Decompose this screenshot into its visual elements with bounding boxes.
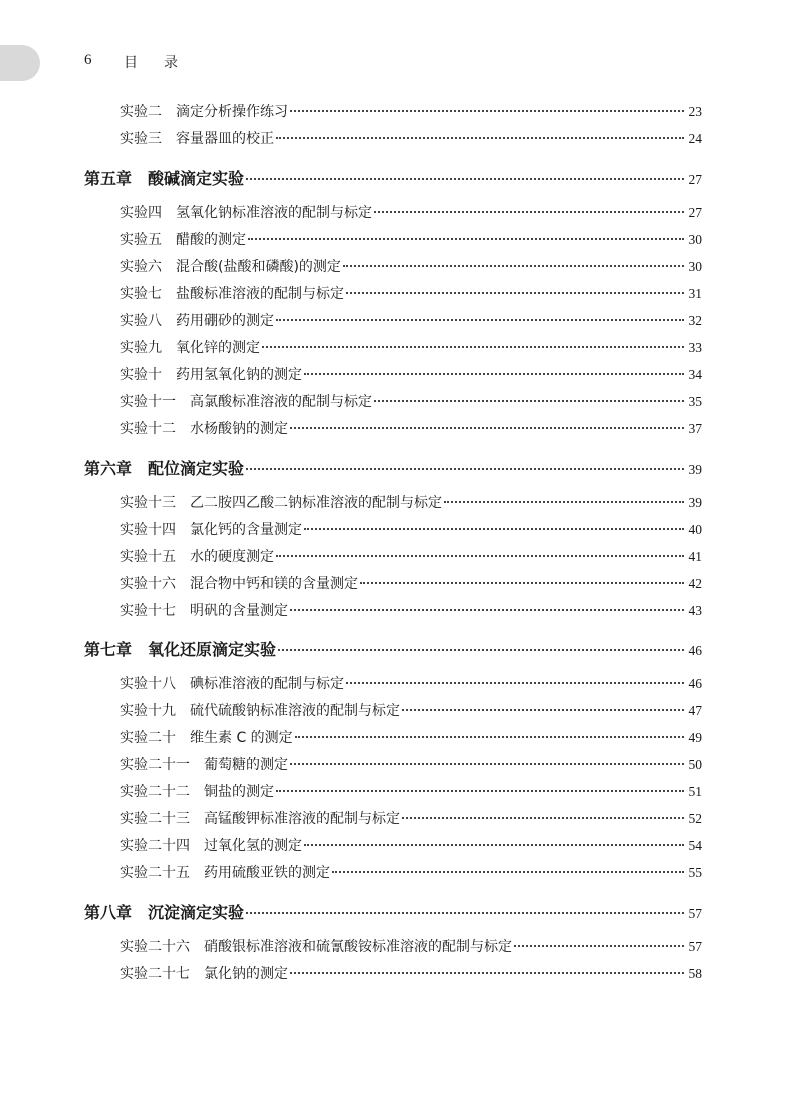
page-ref: 27 — [688, 172, 702, 187]
experiment-title: 高锰酸钾标准溶液的配制与标定 — [204, 811, 400, 827]
experiment-title: 铜盐的测定 — [204, 784, 274, 800]
chapter-title: 沉淀滴定实验 — [148, 903, 245, 922]
dot-leader — [278, 649, 684, 651]
experiment-title: 药用硼砂的测定 — [176, 313, 274, 329]
experiment-number: 实验十六 — [120, 576, 176, 592]
page-ref: 57 — [688, 939, 702, 954]
toc-experiment-entry[interactable] — [120, 835, 702, 855]
toc-experiment-entry[interactable] — [120, 546, 702, 566]
chapter-number: 第七章 — [84, 640, 133, 659]
experiment-number: 实验十五 — [120, 549, 176, 565]
toc-experiment-entry[interactable] — [120, 862, 702, 882]
experiment-title: 明矾的含量测定 — [190, 603, 288, 619]
experiment-title: 葡萄糖的测定 — [204, 757, 288, 773]
toc-experiment-entry[interactable] — [120, 808, 702, 828]
toc-experiment-entry[interactable] — [120, 364, 702, 384]
experiment-number: 实验十二 — [120, 421, 176, 437]
page-ref: 39 — [688, 462, 702, 477]
dot-leader — [304, 844, 684, 846]
experiment-title: 维生素 C 的测定 — [190, 730, 293, 746]
dot-leader — [290, 609, 684, 611]
page-ref: 41 — [688, 549, 702, 564]
dot-leader — [276, 790, 684, 792]
page-ref: 35 — [688, 394, 702, 409]
chapter-number: 第八章 — [84, 903, 133, 922]
dot-leader — [374, 400, 684, 402]
toc-experiment-entry[interactable] — [120, 229, 702, 249]
experiment-number: 实验十 — [120, 367, 162, 383]
dot-leader — [346, 682, 684, 684]
dot-leader — [346, 292, 684, 294]
experiment-title: 药用氢氧化钠的测定 — [176, 367, 302, 383]
toc-chapter-entry[interactable] — [84, 900, 702, 923]
toc-experiment-entry[interactable] — [120, 283, 702, 303]
experiment-title: 硝酸银标准溶液和硫氰酸铵标准溶液的配制与标定 — [204, 939, 512, 955]
experiment-title: 氢氧化钠标准溶液的配制与标定 — [176, 205, 372, 221]
toc-experiment-entry[interactable] — [120, 600, 702, 620]
page-ref: 27 — [688, 205, 702, 220]
page-ref: 37 — [688, 421, 702, 436]
experiment-number: 实验十四 — [120, 522, 176, 538]
experiment-number: 实验三 — [120, 131, 162, 147]
experiment-title: 药用硫酸亚铁的测定 — [204, 865, 330, 881]
toc-experiment-entry[interactable] — [120, 727, 702, 747]
page-ref: 54 — [688, 838, 702, 853]
header-title-char-1: 目 — [124, 55, 138, 71]
experiment-number: 实验二十七 — [120, 966, 190, 982]
experiment-title: 氧化锌的测定 — [176, 340, 260, 356]
toc-experiment-entry[interactable] — [120, 936, 702, 956]
toc-experiment-entry[interactable] — [120, 101, 702, 121]
toc-experiment-entry[interactable] — [120, 391, 702, 411]
dot-leader — [290, 972, 684, 974]
experiment-number: 实验二 — [120, 104, 162, 120]
experiment-title: 醋酸的测定 — [176, 232, 246, 248]
chapter-number: 第五章 — [84, 169, 133, 188]
page-ref: 31 — [688, 286, 702, 301]
experiment-title: 盐酸标准溶液的配制与标定 — [176, 286, 344, 302]
dot-leader — [304, 528, 684, 530]
experiment-title: 过氧化氢的测定 — [204, 838, 302, 854]
experiment-title: 混合酸(盐酸和磷酸)的测定 — [176, 259, 341, 275]
experiment-title: 容量器皿的校正 — [176, 131, 274, 147]
toc-experiment-entry[interactable] — [120, 781, 702, 801]
toc-experiment-entry[interactable] — [120, 754, 702, 774]
toc-chapter-entry[interactable] — [84, 637, 702, 660]
page-ref: 42 — [688, 576, 702, 591]
chapter-title: 氧化还原滴定实验 — [148, 640, 277, 659]
page-ref: 58 — [688, 966, 702, 981]
page-ref: 57 — [688, 906, 702, 921]
experiment-number: 实验二十 — [120, 730, 176, 746]
experiment-number: 实验二十四 — [120, 838, 190, 854]
page-ref: 47 — [688, 703, 702, 718]
experiment-number: 实验二十二 — [120, 784, 190, 800]
page-ref: 34 — [688, 367, 702, 382]
dot-leader — [343, 265, 684, 267]
page-ref: 39 — [688, 495, 702, 510]
experiment-title: 水的硬度测定 — [190, 549, 274, 565]
dot-leader — [360, 582, 684, 584]
chapter-number: 第六章 — [84, 459, 133, 478]
page-ref: 40 — [688, 522, 702, 537]
experiment-title: 水杨酸钠的测定 — [190, 421, 288, 437]
experiment-title: 混合物中钙和镁的含量测定 — [190, 576, 358, 592]
toc-chapter-entry[interactable] — [84, 456, 702, 479]
experiment-title: 氯化钙的含量测定 — [190, 522, 302, 538]
experiment-number: 实验十七 — [120, 603, 176, 619]
experiment-number: 实验七 — [120, 286, 162, 302]
toc-experiment-entry[interactable] — [120, 673, 702, 693]
page-ref: 46 — [688, 676, 702, 691]
toc-experiment-entry[interactable] — [120, 492, 702, 512]
toc-experiment-entry[interactable] — [120, 310, 702, 330]
page-number: 6 — [84, 52, 92, 68]
experiment-title: 滴定分析操作练习 — [176, 104, 288, 120]
experiment-title: 乙二胺四乙酸二钠标准溶液的配制与标定 — [190, 495, 442, 511]
dot-leader — [262, 346, 684, 348]
experiment-number: 实验十九 — [120, 703, 176, 719]
experiment-number: 实验二十一 — [120, 757, 190, 773]
page-ref: 46 — [688, 643, 702, 658]
dot-leader — [246, 468, 684, 470]
dot-leader — [276, 137, 684, 139]
experiment-number: 实验八 — [120, 313, 162, 329]
experiment-number: 实验二十六 — [120, 939, 190, 955]
page-ref: 24 — [688, 131, 702, 146]
dot-leader — [444, 501, 684, 503]
toc-experiment-entry[interactable] — [120, 700, 702, 720]
page-ref: 51 — [688, 784, 702, 799]
experiment-title: 氯化钠的测定 — [204, 966, 288, 982]
dot-leader — [332, 871, 684, 873]
page-ref: 30 — [688, 232, 702, 247]
experiment-number: 实验五 — [120, 232, 162, 248]
toc-experiment-entry[interactable] — [120, 128, 702, 148]
experiment-title: 碘标准溶液的配制与标定 — [190, 676, 344, 692]
experiment-number: 实验十一 — [120, 394, 176, 410]
dot-leader — [290, 763, 684, 765]
toc-experiment-entry[interactable] — [120, 519, 702, 539]
experiment-number: 实验九 — [120, 340, 162, 356]
experiment-title: 高氯酸标准溶液的配制与标定 — [190, 394, 372, 410]
dot-leader — [402, 709, 684, 711]
page-ref: 30 — [688, 259, 702, 274]
dot-leader — [276, 555, 684, 557]
page-ref: 55 — [688, 865, 702, 880]
dot-leader — [290, 110, 684, 112]
experiment-number: 实验二十三 — [120, 811, 190, 827]
toc-experiment-entry[interactable] — [120, 337, 702, 357]
experiment-number: 实验四 — [120, 205, 162, 221]
header-title-char-2: 录 — [164, 55, 178, 71]
chapter-title: 配位滴定实验 — [148, 459, 245, 478]
experiment-number: 实验六 — [120, 259, 162, 275]
toc-experiment-entry[interactable] — [120, 202, 702, 222]
page-edge-tab — [0, 45, 40, 81]
toc-experiment-entry[interactable] — [120, 963, 702, 983]
page-ref: 32 — [688, 313, 702, 328]
toc-experiment-entry[interactable] — [120, 256, 702, 276]
page-ref: 23 — [688, 104, 702, 119]
dot-leader — [246, 912, 684, 914]
experiment-number: 实验十八 — [120, 676, 176, 692]
running-header — [84, 52, 178, 71]
page-ref: 49 — [688, 730, 702, 745]
toc-experiment-entry[interactable] — [120, 418, 702, 438]
experiment-number: 实验二十五 — [120, 865, 190, 881]
page-ref: 50 — [688, 757, 702, 772]
dot-leader — [246, 178, 684, 180]
dot-leader — [514, 945, 684, 947]
dot-leader — [402, 817, 684, 819]
dot-leader — [304, 373, 684, 375]
toc-experiment-entry[interactable] — [120, 573, 702, 593]
toc-chapter-entry[interactable] — [84, 166, 702, 189]
dot-leader — [374, 211, 684, 213]
page-ref: 33 — [688, 340, 702, 355]
page-ref: 43 — [688, 603, 702, 618]
experiment-title: 硫代硫酸钠标准溶液的配制与标定 — [190, 703, 400, 719]
experiment-number: 实验十三 — [120, 495, 176, 511]
chapter-title: 酸碱滴定实验 — [148, 169, 245, 188]
dot-leader — [276, 319, 684, 321]
dot-leader — [295, 736, 684, 738]
dot-leader — [248, 238, 684, 240]
page-ref: 52 — [688, 811, 702, 826]
dot-leader — [290, 427, 684, 429]
